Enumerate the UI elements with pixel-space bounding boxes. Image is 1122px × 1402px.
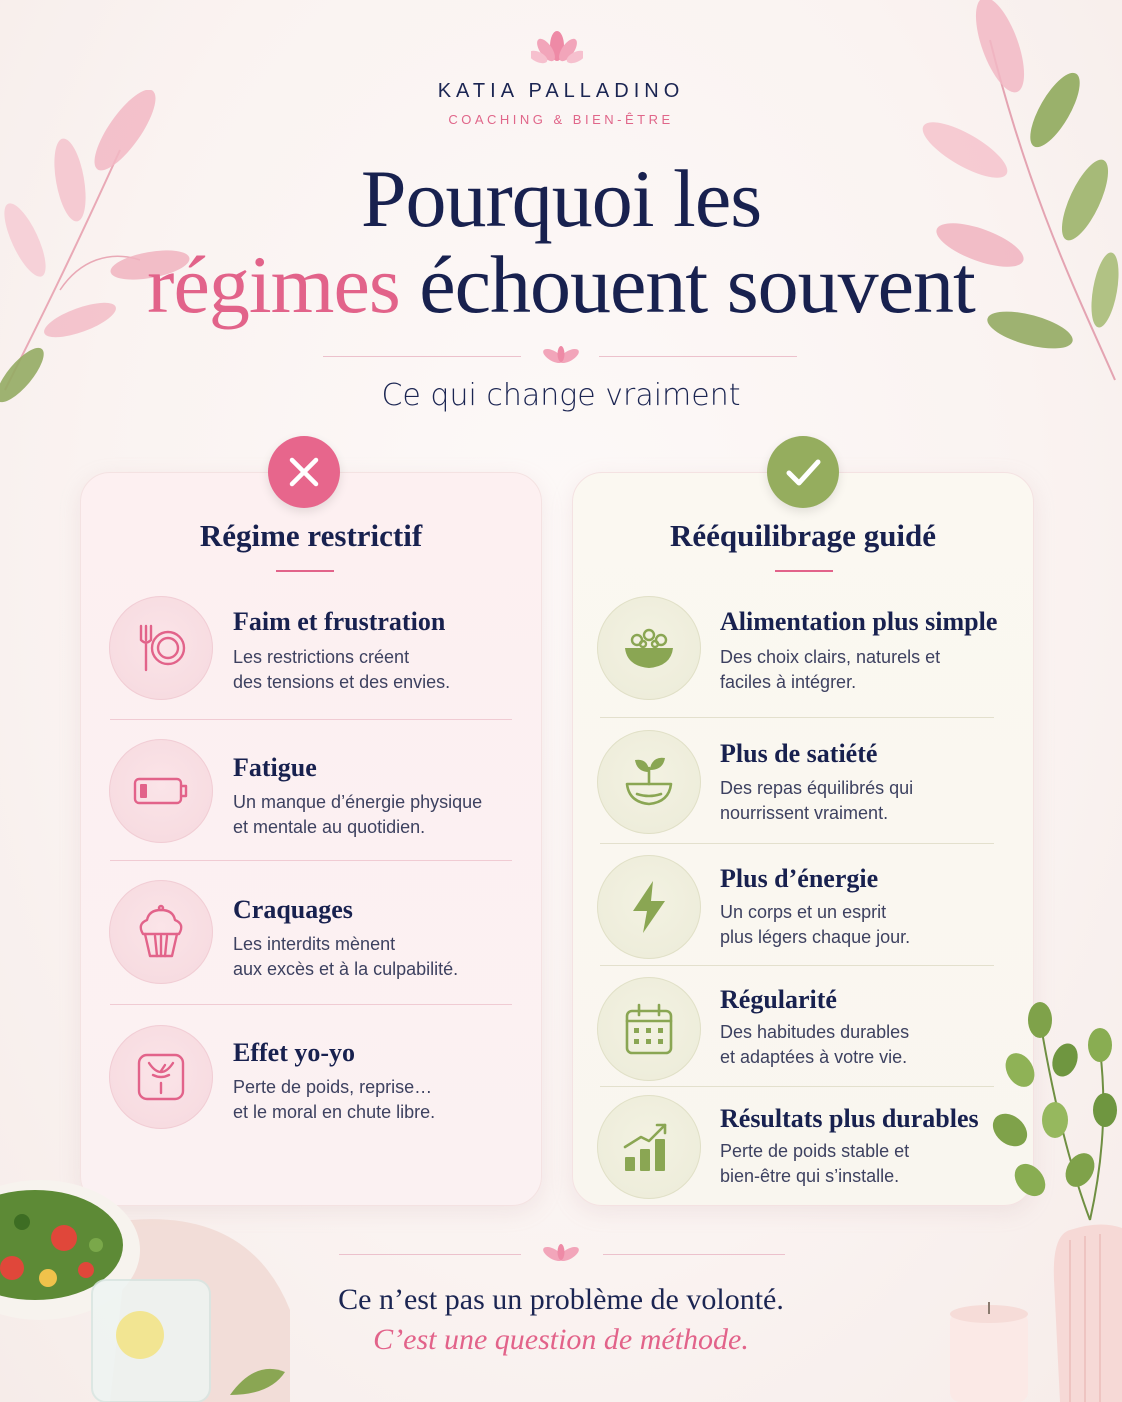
item-separator <box>600 1086 994 1087</box>
item-desc: et le moral en chute libre. <box>233 1102 436 1122</box>
item-desc: bien-être qui s’installe. <box>720 1166 900 1186</box>
item-desc: Des repas équilibrés qui <box>720 778 914 798</box>
item-desc: Perte de poids stable et <box>720 1141 910 1161</box>
title-accent-word: régimes <box>147 239 400 330</box>
mini-lotus-icon <box>533 1244 589 1264</box>
footer-line-1: Ce n’est pas un problème de volonté. <box>338 1283 784 1316</box>
item-title: Craquages <box>233 895 353 924</box>
right-card-rule <box>775 570 833 572</box>
item-title: Plus de satiété <box>720 739 878 768</box>
title-divider-right <box>599 356 797 357</box>
subtitle: Ce qui change vraiment <box>381 378 741 413</box>
item-title: Plus d’énergie <box>720 864 879 893</box>
item-separator <box>110 860 512 861</box>
title-divider-left <box>323 356 521 357</box>
battery-low-icon <box>109 739 213 843</box>
footer-line-2: C’est une question de méthode. <box>373 1323 749 1356</box>
item-separator <box>110 719 512 720</box>
left-card-title: Régime restrictif <box>199 518 423 553</box>
item-desc: Des habitudes durables <box>720 1022 910 1042</box>
brand-tagline: COACHING & BIEN-ÊTRE <box>448 112 674 127</box>
lightning-icon <box>597 855 701 959</box>
sprout-bowl-icon <box>597 730 701 834</box>
mini-lotus-icon <box>533 346 589 366</box>
item-title: Résultats plus durables <box>720 1104 979 1133</box>
lotus-icon <box>531 30 583 66</box>
item-desc: Les restrictions créent <box>233 647 410 667</box>
item-desc: aux excès et à la culpabilité. <box>233 959 459 979</box>
page-title-line-1: Pourquoi les <box>360 153 762 244</box>
item-desc: et mentale au quotidien. <box>233 817 426 837</box>
cupcake-icon <box>109 880 213 984</box>
right-card-title: Rééquilibrage guidé <box>669 518 937 553</box>
title-rest: échouent souvent <box>399 239 975 330</box>
item-title: Régularité <box>720 985 837 1014</box>
item-desc: des tensions et des envies. <box>233 672 451 692</box>
item-desc: Perte de poids, reprise… <box>233 1077 433 1097</box>
item-separator <box>600 965 994 966</box>
growth-chart-icon <box>597 1095 701 1199</box>
calendar-icon <box>597 977 701 1081</box>
left-card-rule <box>276 570 334 572</box>
scale-icon <box>109 1025 213 1129</box>
item-desc: Un manque d’énergie physique <box>233 792 483 812</box>
item-desc: plus légers chaque jour. <box>720 927 911 947</box>
salad-bowl-photo-decoration <box>0 1150 300 1402</box>
item-desc: Un corps et un esprit <box>720 902 887 922</box>
page-title-line-2 <box>0 239 1122 330</box>
item-title: Effet yo-yo <box>233 1038 356 1067</box>
salad-bowl-icon <box>597 596 701 700</box>
item-title: Faim et frustration <box>233 607 446 636</box>
brand-name: KATIA PALLADINO <box>437 80 685 102</box>
item-separator <box>110 1004 512 1005</box>
footer-divider-right <box>603 1254 785 1255</box>
footer-divider-left <box>339 1254 521 1255</box>
item-title: Alimentation plus simple <box>720 607 998 636</box>
x-icon <box>268 436 340 508</box>
item-separator <box>600 717 994 718</box>
check-icon <box>767 436 839 508</box>
plate-fork-icon <box>109 596 213 700</box>
item-desc: nourrissent vraiment. <box>720 803 889 823</box>
item-desc: faciles à intégrer. <box>720 672 857 692</box>
item-title: Fatigue <box>233 753 317 782</box>
item-desc: Des choix clairs, naturels et <box>720 647 941 667</box>
item-desc: Les interdits mènent <box>233 934 396 954</box>
item-separator <box>600 843 994 844</box>
item-desc: et adaptées à votre vie. <box>720 1047 908 1067</box>
